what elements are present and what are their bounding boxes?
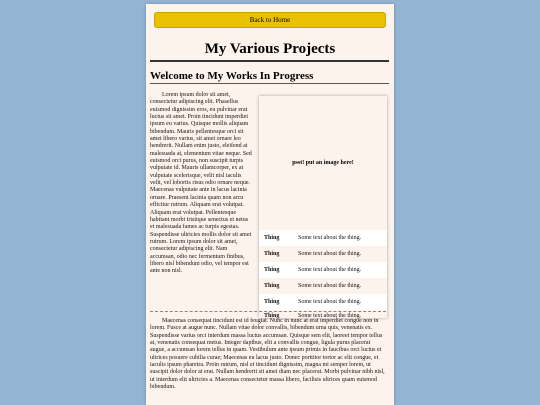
intro-paragraph: Lorem ipsum dolor sit amet, consectetur adipiscing elit. Phasellus euismod dignissim eros, eu pulvinar erat luctus sit amet. Proin tincidunt imperdiet ipsum eu varius. Quisque mollis aliquam bibendum. Mauris pellentesque orci sit amet libero varius, sit amet ornare leo hendrerit. Nullam enim justo, eleifend at malesuada at, elementum vitae neque. Sed euismod orci purus, non suscipit turpis vulputate id. Mauris ullamcorper, ex at vulputate scelerisque, velit nisl iaculis velit, vel lobortis risus odio ornare neque. Maecenas vulputate ante in lacus lacinia ornare. Praesent lacinia quam non arcu efficitur rutrum. Aliquam erat volutpat. Aliquam erat volutpat. Pellentesque habitant morbi tristique senectus et netus et malesuada fames ac turpis egestas. Suspendisse ultricies mollis dolor sit amet rutrum. Lorem ipsum dolor sit amet, consectetur adipiscing elit. Nam accumsan, odio nec fermentum finibus, libero nisl bibendum odio, vel tempor est ante non nisl. (150, 92, 252, 275)
row-value: Some text about the thing. (298, 313, 362, 319)
row-key: Thing (264, 283, 280, 289)
content-divider (150, 311, 386, 312)
row-value: Some text about the thing. (298, 235, 362, 241)
row-value: Some text about the thing. (298, 283, 362, 289)
title-divider (150, 60, 389, 62)
table-row (259, 246, 387, 262)
page-container (146, 4, 394, 405)
back-to-home-button[interactable]: Back to Home (154, 12, 386, 28)
row-value: Some text about the thing. (298, 267, 362, 273)
image-placeholder: psst! put an image here! (292, 160, 354, 166)
row-value: Some text about the thing. (298, 251, 362, 257)
row-key: Thing (264, 267, 280, 273)
table-row (259, 262, 387, 278)
row-key: Thing (264, 299, 280, 305)
second-paragraph-text: Maecenas consequat tincidunt est id feugiat. Nunc in nunc at erat imperdiet congue non in lorem. Fusce at augue nunc. Nullam vitae dolor convallis, bibendum urna quis, venenatis ex. Suspendisse varius orci interdum massa luctus accumsan. Quisque sem elit, laoreet tempor tellus at, venenatis consequat metus. Integer dapibus, elit a convallis congue, ligula purus placerat augue, a accumsan lorem tellus in quam. Vestibulum ante ipsum primis in faucibus orci luctus et ultrices posuere cubilia curae; Maecenas eu lacus justo. Donec porttitor tortor ac elit congue, et iaculis ipsum pharetra. Proin rutrum, nisl et tincidunt dignissim, magna mi semper lorem, ut suscipit dolor dolor at erat. Nullam hendrerit sit amet diam nec placerat. Morbi pulvinar nibh nisl, ut interdum elit ultricies a. Maecenas consectetur massa libero, facilisis ultrices quam euismod bibendum. (150, 318, 385, 391)
table-row (259, 278, 387, 294)
row-key: Thing (264, 235, 280, 241)
section-divider (150, 83, 389, 84)
page-title: My Various Projects (204, 41, 336, 57)
table-row (259, 230, 387, 246)
row-key: Thing (264, 313, 280, 319)
second-paragraph (150, 318, 386, 391)
row-key: Thing (264, 251, 280, 257)
info-aside (259, 96, 387, 318)
section-heading: Welcome to My Works In Progress (150, 70, 314, 82)
row-value: Some text about the thing. (298, 299, 362, 305)
